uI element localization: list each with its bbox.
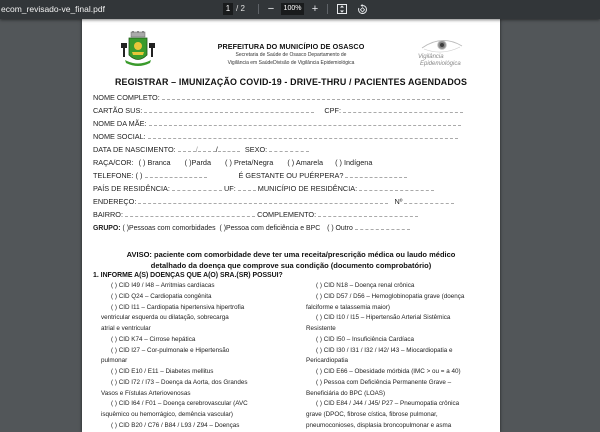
vigilancia-epidemiologica-eye-icon xyxy=(412,36,470,56)
label-cpf: CPF: xyxy=(324,106,342,115)
disease-checkbox-item[interactable]: ( ) CID E10 / E11 – Diabetes mellitus xyxy=(111,368,214,375)
field-data-nascimento: DATA DE NASCIMENTO: / / SEXO: xyxy=(93,145,309,155)
disease-checkbox-item[interactable]: ( ) CID I11 – Cardiopatia hipertensiva hipertrofia xyxy=(111,303,245,311)
question-1: 1. INFORME A(S) DOENÇAS QUE A(O) SRA.(SR) POSSUI? xyxy=(93,272,283,279)
disease-checkbox-item[interactable]: ( ) CID B20 / C76 / B84 / L93 / Z94 – Doenças xyxy=(111,421,240,429)
fit-to-page-button[interactable] xyxy=(336,2,348,16)
aviso-notice xyxy=(82,249,500,271)
zoom-out-button[interactable]: − xyxy=(267,3,275,15)
field-pais-residencia xyxy=(93,184,434,194)
label-endereco: ENDEREÇO: xyxy=(93,197,137,206)
field-endereco xyxy=(93,197,454,207)
logo-text-vigilancia: Vigilância xyxy=(418,54,444,60)
disease-checkbox-item[interactable]: ( ) CID E66 – Obesidade mórbida (IMC > ou = a 40) xyxy=(316,368,461,375)
disease-item-continuation: atrial e ventricular xyxy=(101,325,151,332)
field-raca-cor xyxy=(93,158,372,168)
field-nome-completo xyxy=(93,93,450,103)
vigilancia-epidemiologica-logo xyxy=(412,36,470,74)
option-preta-negra[interactable]: ( ) Preta/Negra xyxy=(225,158,274,167)
option-amarela[interactable]: ( ) Amarela xyxy=(287,158,324,167)
zoom-in-button[interactable]: + xyxy=(311,3,319,15)
input-sexo[interactable] xyxy=(269,145,309,152)
disease-checkbox-item[interactable]: ( ) CID D57 / D56 – Hemoglobinopatia grave (doença xyxy=(316,292,465,300)
field-bairro xyxy=(93,210,418,220)
divider xyxy=(258,4,259,14)
disease-item-continuation: isquêmico ou hemorrágico, demência vascular) xyxy=(101,411,233,418)
disease-checkbox-item[interactable]: ( ) CID I27 – Cor-pulmonale e Hipertensão xyxy=(111,346,230,354)
label-nome-social: NOME SOCIAL: xyxy=(93,132,146,141)
input-nome-social[interactable] xyxy=(148,132,458,139)
option-parda[interactable]: ( )Parda xyxy=(184,158,212,167)
label-sexo: SEXO: xyxy=(244,145,268,154)
input-ano[interactable] xyxy=(218,145,240,152)
department-line-1: Secretaria de Saúde de Osasco Departamento de xyxy=(235,52,347,58)
osasco-crest-icon xyxy=(118,31,158,71)
disease-item-continuation: ventricular esquerda ou dilatação, sobrecarga xyxy=(101,314,229,322)
field-telefone xyxy=(93,171,407,181)
disease-checkbox-item[interactable]: ( ) CID I30 / I31 / I32 / I42/ I43 – Miocardiopatia e xyxy=(316,346,453,354)
input-bairro[interactable] xyxy=(125,210,255,217)
field-nome-social xyxy=(93,132,458,142)
input-nome-mae[interactable] xyxy=(149,119,461,126)
input-mes[interactable] xyxy=(198,145,216,152)
option-branca[interactable]: ( ) Branca xyxy=(138,158,171,167)
option-deficiencia-bpc[interactable]: ( )Pessoa com deficiência e BPC xyxy=(219,225,321,232)
input-outro[interactable] xyxy=(355,223,410,230)
label-cartao-sus: CARTÃO SUS: xyxy=(93,106,143,115)
label-gestante: É GESTANTE OU PUÉRPERA? xyxy=(238,171,344,180)
aviso-line-2: detalhado da doença que comprove sua condição (documento comprobatório) xyxy=(150,261,432,270)
disease-checkbox-item[interactable]: ( ) CID I50 – Insuficiência Cardíaca xyxy=(316,335,414,343)
input-uf[interactable] xyxy=(238,184,256,191)
label-nome-completo: NOME COMPLETO: xyxy=(93,93,160,102)
organization-name: PREFEITURA DO MUNICÍPIO DE OSASCO xyxy=(217,42,365,51)
zoom-level-input[interactable]: 100% xyxy=(281,3,304,15)
disease-checkbox-item[interactable]: ( ) CID N18 – Doença renal crônica xyxy=(316,282,415,289)
disease-checkbox-item[interactable]: ( ) CID Q24 – Cardiopatia congênita xyxy=(111,292,212,300)
label-complemento: COMPLEMENTO: xyxy=(257,210,317,219)
disease-item-continuation: pneumoconioses, displasia broncopulmonar e asma xyxy=(306,421,452,429)
disease-item-continuation: Resistente xyxy=(306,325,336,332)
department-line-2: Vigilância em SaúdeDivisão de Vigilância Epidemiológica xyxy=(227,60,355,66)
disease-list-right xyxy=(300,281,500,432)
option-outro[interactable]: ( ) Outro xyxy=(327,225,353,232)
pdf-page xyxy=(82,19,500,432)
input-pais-residencia[interactable] xyxy=(172,184,222,191)
aviso-line-1: AVISO: paciente com comorbidade deve ter uma receita/prescrição médica ou laudo médico xyxy=(126,250,456,259)
label-data-nascimento: DATA DE NASCIMENTO: xyxy=(93,145,176,154)
disease-item-continuation: Vasos e Fístulas Arteriovenosas xyxy=(101,389,191,397)
disease-item-continuation: falciforme e talassemia maior) xyxy=(306,303,390,311)
disease-checkbox-item[interactable]: ( ) CID I10 / I15 – Hipertensão Arterial Sistêmica xyxy=(316,314,451,322)
input-telefone[interactable] xyxy=(145,171,207,178)
fit-to-page-icon xyxy=(337,4,347,14)
label-telefone: TELEFONE: ( ) xyxy=(93,171,143,180)
document-title: REGISTRAR – IMUNIZAÇÃO COVID-19 - DRIVE-THRU / PACIENTES AGENDADOS xyxy=(114,77,468,87)
label-pais-residencia: PAÍS DE RESIDÊNCIA: xyxy=(93,184,170,193)
disease-list-left xyxy=(95,281,295,432)
rotate-icon xyxy=(357,4,368,15)
pdf-viewer-toolbar xyxy=(0,0,600,19)
input-municipio[interactable] xyxy=(359,184,434,191)
input-dia[interactable] xyxy=(178,145,196,152)
label-grupo: GRUPO: xyxy=(93,225,121,232)
rotate-button[interactable] xyxy=(356,2,368,16)
disease-checkbox-item[interactable]: ( ) CID I64 / F01 – Doença cerebrovascular (AVC xyxy=(111,400,248,408)
logo-text-epidemiologica: Epidemiológica xyxy=(420,61,461,67)
option-comorbidades[interactable]: ( )Pessoas com comorbidades xyxy=(122,225,216,232)
disease-item-continuation: Pericardiopatia xyxy=(306,357,349,365)
input-numero[interactable] xyxy=(404,197,454,204)
current-page-input[interactable]: 1 xyxy=(223,3,233,15)
input-cpf[interactable] xyxy=(343,106,463,113)
field-nome-mae xyxy=(93,119,461,129)
option-indigena[interactable]: ( ) Indígena xyxy=(335,158,373,167)
field-cartao-sus xyxy=(93,106,463,116)
label-municipio: MUNICÍPIO DE RESIDÊNCIA: xyxy=(257,184,358,193)
disease-checkbox-item[interactable]: ( ) CID K74 – Cirrose hepática xyxy=(111,335,196,343)
document-filename: ecom_revisado-ve_final.pdf xyxy=(1,4,105,14)
disease-item-continuation: grave (DPOC, fibrose cística, fibrose pulmonar, xyxy=(306,411,438,418)
disease-checkbox-item[interactable]: ( ) CID E84 / J44 / J45/ P27 – Pneumopatia crônica xyxy=(316,400,460,408)
label-uf: UF: xyxy=(223,184,236,193)
disease-item-continuation: pulmonar xyxy=(101,357,128,365)
label-nome-mae: NOME DA MÃE: xyxy=(93,119,147,128)
input-nome-completo[interactable] xyxy=(162,93,450,100)
label-numero: Nº xyxy=(394,197,403,206)
disease-item-continuation: Beneficiária do BPC (LOAS) xyxy=(306,389,386,397)
divider xyxy=(327,4,328,14)
label-raca-cor: RAÇA/COR: xyxy=(93,158,134,167)
input-complemento[interactable] xyxy=(318,210,418,217)
label-bairro: BAIRRO: xyxy=(93,210,124,219)
disease-checkbox-item[interactable]: ( ) CID I49 / I48 – Arritmias cardíacas xyxy=(111,282,215,289)
input-gestante[interactable] xyxy=(345,171,407,178)
field-grupo xyxy=(93,223,410,233)
input-endereco[interactable] xyxy=(138,197,388,204)
disease-checkbox-item[interactable]: ( ) CID I72 / I73 – Doença da Aorta, dos Grandes xyxy=(111,378,248,386)
disease-checkbox-item[interactable]: ( ) Pessoa com Deficiência Permanente Grave – xyxy=(316,378,452,386)
page-count: / 2 xyxy=(236,4,245,13)
document-header xyxy=(82,19,500,76)
header-text xyxy=(182,42,400,67)
input-cartao-sus[interactable] xyxy=(144,106,314,113)
